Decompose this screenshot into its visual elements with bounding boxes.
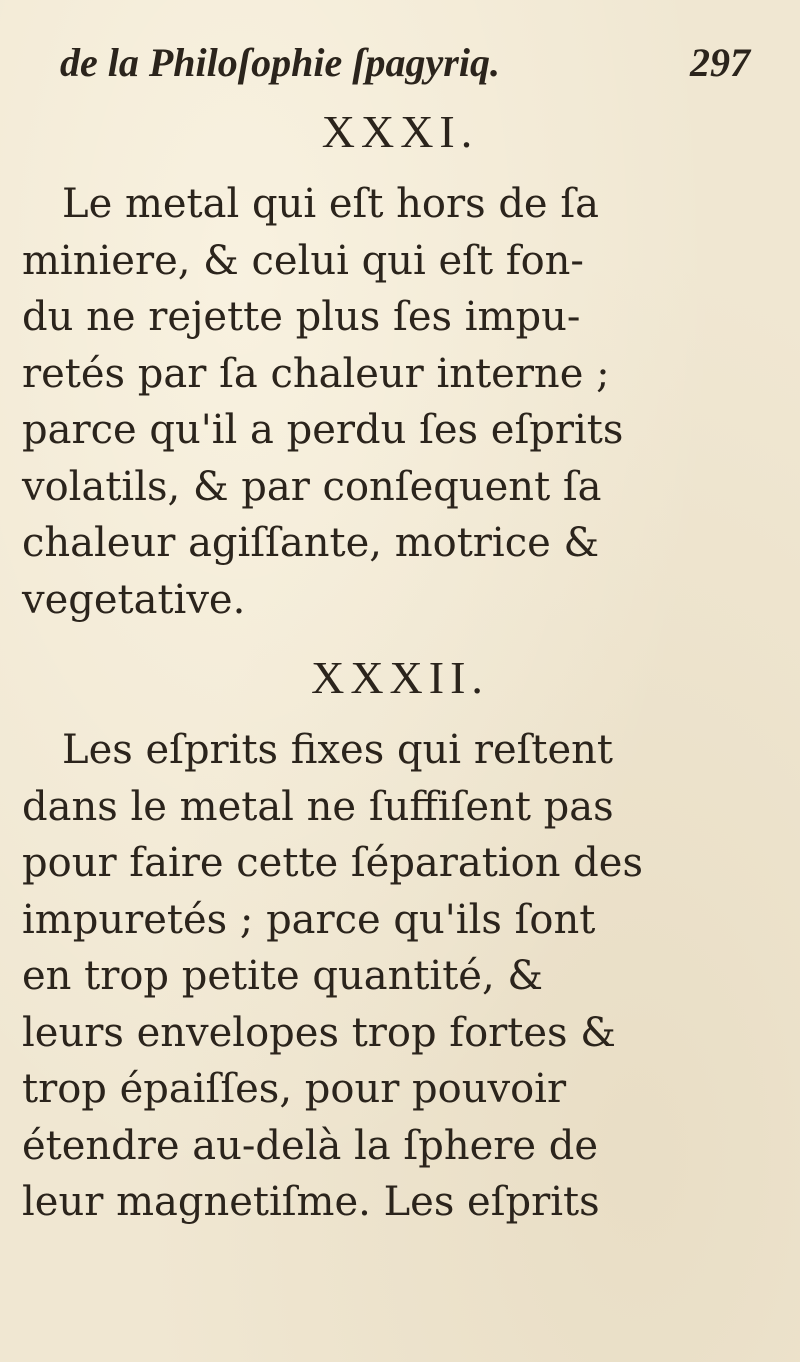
page-header bbox=[60, 38, 750, 88]
text-line: retés par ſa chaleur interne ; bbox=[22, 350, 610, 397]
text-line: vegetative. bbox=[22, 576, 246, 623]
text-line: miniere, & celui qui eſt fon- bbox=[22, 237, 584, 284]
text-line: du ne rejette plus ſes impu- bbox=[22, 294, 581, 340]
text-line: pour faire cette ſéparation des bbox=[22, 840, 643, 886]
section-heading-xxxi: XXXI. bbox=[321, 106, 479, 157]
text-line: volatils, & par conſequent ſa bbox=[22, 463, 602, 510]
paragraph-xxxii bbox=[22, 722, 762, 1231]
text-line: en trop petite quantité, & bbox=[22, 953, 543, 999]
text-line: étendre au-delà la ſphere de bbox=[22, 1122, 599, 1169]
text-line: leur magnetiſme. Les eſprits bbox=[22, 1179, 600, 1225]
paragraph-xxxi bbox=[22, 176, 762, 628]
page-number: 297 bbox=[690, 40, 750, 85]
text-line: dans le metal ne ſuffiſent pas bbox=[22, 783, 614, 830]
text-line: Les eſprits fixes qui reſtent bbox=[62, 727, 613, 773]
text-line: chaleur agiſſante, motrice & bbox=[22, 520, 600, 566]
text-line: leurs envelopes trop fortes & bbox=[22, 1009, 616, 1056]
running-title: de la Philoſophie ſpagyriq. bbox=[60, 40, 500, 85]
text-line: parce qu'il a perdu ſes eſprits bbox=[22, 407, 624, 453]
section-heading-xxxii: XXXII. bbox=[311, 652, 489, 703]
text-line: impuretés ; parce qu'ils ſont bbox=[22, 896, 596, 943]
text-line: Le metal qui eſt hors de ſa bbox=[62, 181, 599, 227]
text-line: trop épaiſſes, pour pouvoir bbox=[22, 1066, 567, 1112]
